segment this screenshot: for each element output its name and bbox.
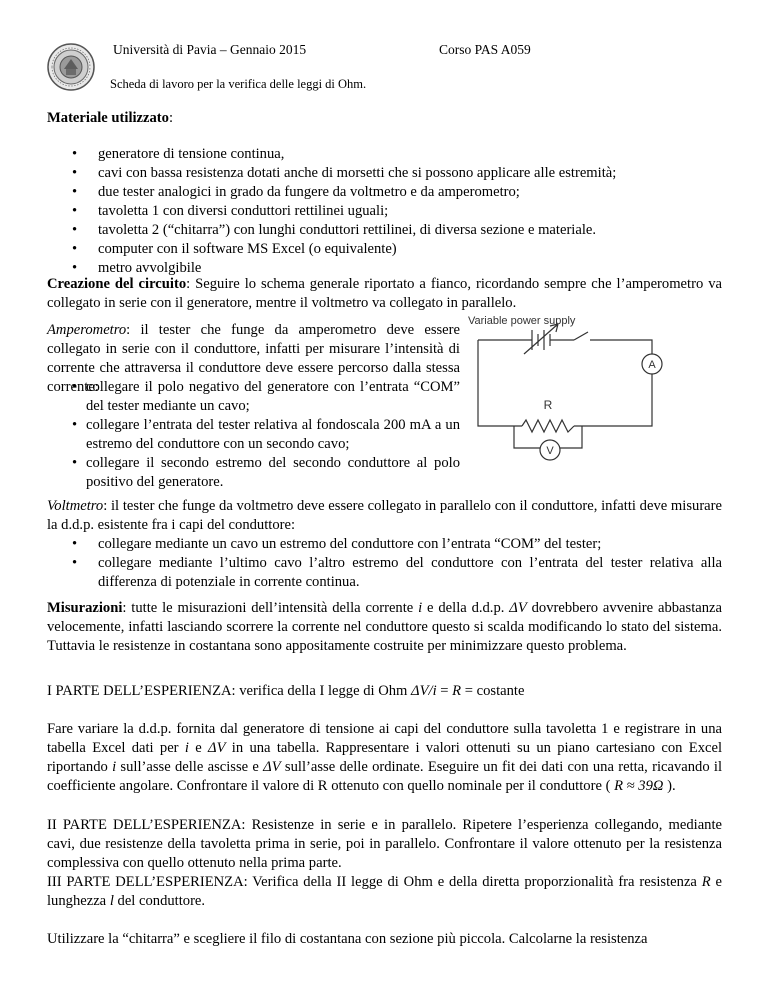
- voltmeter-list: [72, 535, 722, 592]
- voltmeter-paragraph: Voltmetro: il tester che funge da voltmetro deve essere collegato in parallelo con il conduttore, infatti deve misurare la d.d.p. esistente fra i capi del conduttore:: [47, 498, 722, 533]
- list-item: • computer con il software MS Excel (o equivalente): [72, 240, 616, 259]
- university-seal: [46, 42, 96, 92]
- measurements-paragraph: Misurazioni: tutte le misurazioni dell’intensità della corrente i e della d.d.p. ΔV dovrebbero avvenire abbastanza velocemente, infatti lasciando scorrere la corrente nel conduttore questo si scalda modificando lo stato del sistema. Tuttavia le resistenze in costantana sono appositamente costruite per minimizzare questo problema.: [47, 600, 722, 654]
- list-item: • collegare il polo negativo del generatore con l’entrata “COM” del tester mediante un cavo;: [72, 378, 460, 416]
- list-item: • collegare mediante l’ultimo cavo l’altro estremo del conduttore con l’entrata del tester relativa alla differenza di potenziale in corrente continua.: [72, 554, 722, 592]
- list-item: • tavoletta 2 (“chitarra”) con lunghi conduttori rettilinei, di diversa sezione e materiale.: [72, 221, 616, 240]
- supply-label: Variable power supply: [468, 315, 576, 327]
- ammeter-symbol: A: [648, 359, 656, 371]
- circuit-paragraph: Creazione del circuito: Seguire lo schema generale riportato a fianco, ricordando sempre che l’amperometro va collegato in serie con il generatore, mentre il voltmetro va collegato in parallelo.: [47, 276, 722, 311]
- part2-paragraph: II PARTE DELL’ESPERIENZA: Resistenze in serie e in parallelo. Ripetere l’esperienza collegando, mediante cavi, due resistenze della tavoletta prima in serie, poi in parallelo. Confrontare il valore ottenuto per la resistenza complessiva con quello ottenuto nella prima parte.: [47, 817, 722, 871]
- part1-paragraph: Fare variare la d.d.p. fornita dal generatore di tensione ai capi del conduttore sulla tavoletta 1 e registrare in una tabella Excel dati per i e ΔV in una tabella. Rappresentare i valori ottenuti su un piano cartesiano con Excel riportando i sull’asse delle ascisse e ΔV sull’asse delle ordinate. Eseguire un fit dei dati con una retta, ricavando il coefficiente angolare. Confrontare il valore di R ottenuto con quello nominale per il conduttore ( R ≈ 39Ω ).: [47, 721, 722, 794]
- ammeter-paragraph: Amperometro: il tester che funge da amperometro deve essere collegato in serie con il conduttore, infatti per misurare l’intensità di corrente che attraversa il conduttore deve essere percorso dalla stessa corrente:: [47, 322, 460, 395]
- list-item: • tavoletta 1 con diversi conduttori rettilinei uguali;: [72, 202, 616, 221]
- ammeter-label: Amperometro: [47, 322, 127, 338]
- header-university: Università di Pavia – Gennaio 2015: [113, 42, 307, 57]
- materials-heading: Materiale utilizzato:: [47, 110, 174, 126]
- list-item: • generatore di tensione continua,: [72, 145, 616, 164]
- list-item: • collegare l’entrata del tester relativa al fondoscala 200 mA a un estremo del conduttore con un secondo cavo;: [72, 416, 460, 454]
- part3-continuation: Utilizzare la “chitarra” e scegliere il filo di costantana con sezione più piccola. Calcolarne la resistenza: [47, 931, 648, 947]
- voltmeter-label: Voltmetro: [47, 498, 104, 514]
- part1-title: I PARTE DELL’ESPERIENZA: verifica della I legge di Ohm ΔV/i = R = costante: [47, 683, 525, 699]
- resistor-symbol: R: [543, 398, 553, 412]
- voltmeter-symbol: V: [546, 445, 554, 457]
- measurements-heading: Misurazioni: [47, 600, 123, 616]
- header-subtitle: Scheda di lavoro per la verifica delle leggi di Ohm.: [110, 77, 367, 91]
- list-item: • collegare il secondo estremo del secondo conduttore al polo positivo del generatore.: [72, 454, 460, 492]
- circuit-diagram: [462, 306, 692, 466]
- circuit-heading: Creazione del circuito: [47, 276, 187, 292]
- ammeter-list: [72, 378, 460, 492]
- header-course: Corso PAS A059: [439, 42, 531, 57]
- list-item: • cavi con bassa resistenza dotati anche di morsetti che si possono applicare alle estremità;: [72, 164, 616, 183]
- list-item: • collegare mediante un cavo un estremo del conduttore con l’entrata “COM” del tester;: [72, 535, 722, 554]
- list-item: • due tester analogici in grado da fungere da voltmetro e da amperometro;: [72, 183, 616, 202]
- part3-title: III PARTE DELL’ESPERIENZA: Verifica della II legge di Ohm e della diretta proporzionalità fra resistenza R e lunghezza l del conduttore.: [47, 874, 722, 909]
- materials-list: [72, 145, 616, 278]
- list-item: • metro avvolgibile: [72, 259, 616, 278]
